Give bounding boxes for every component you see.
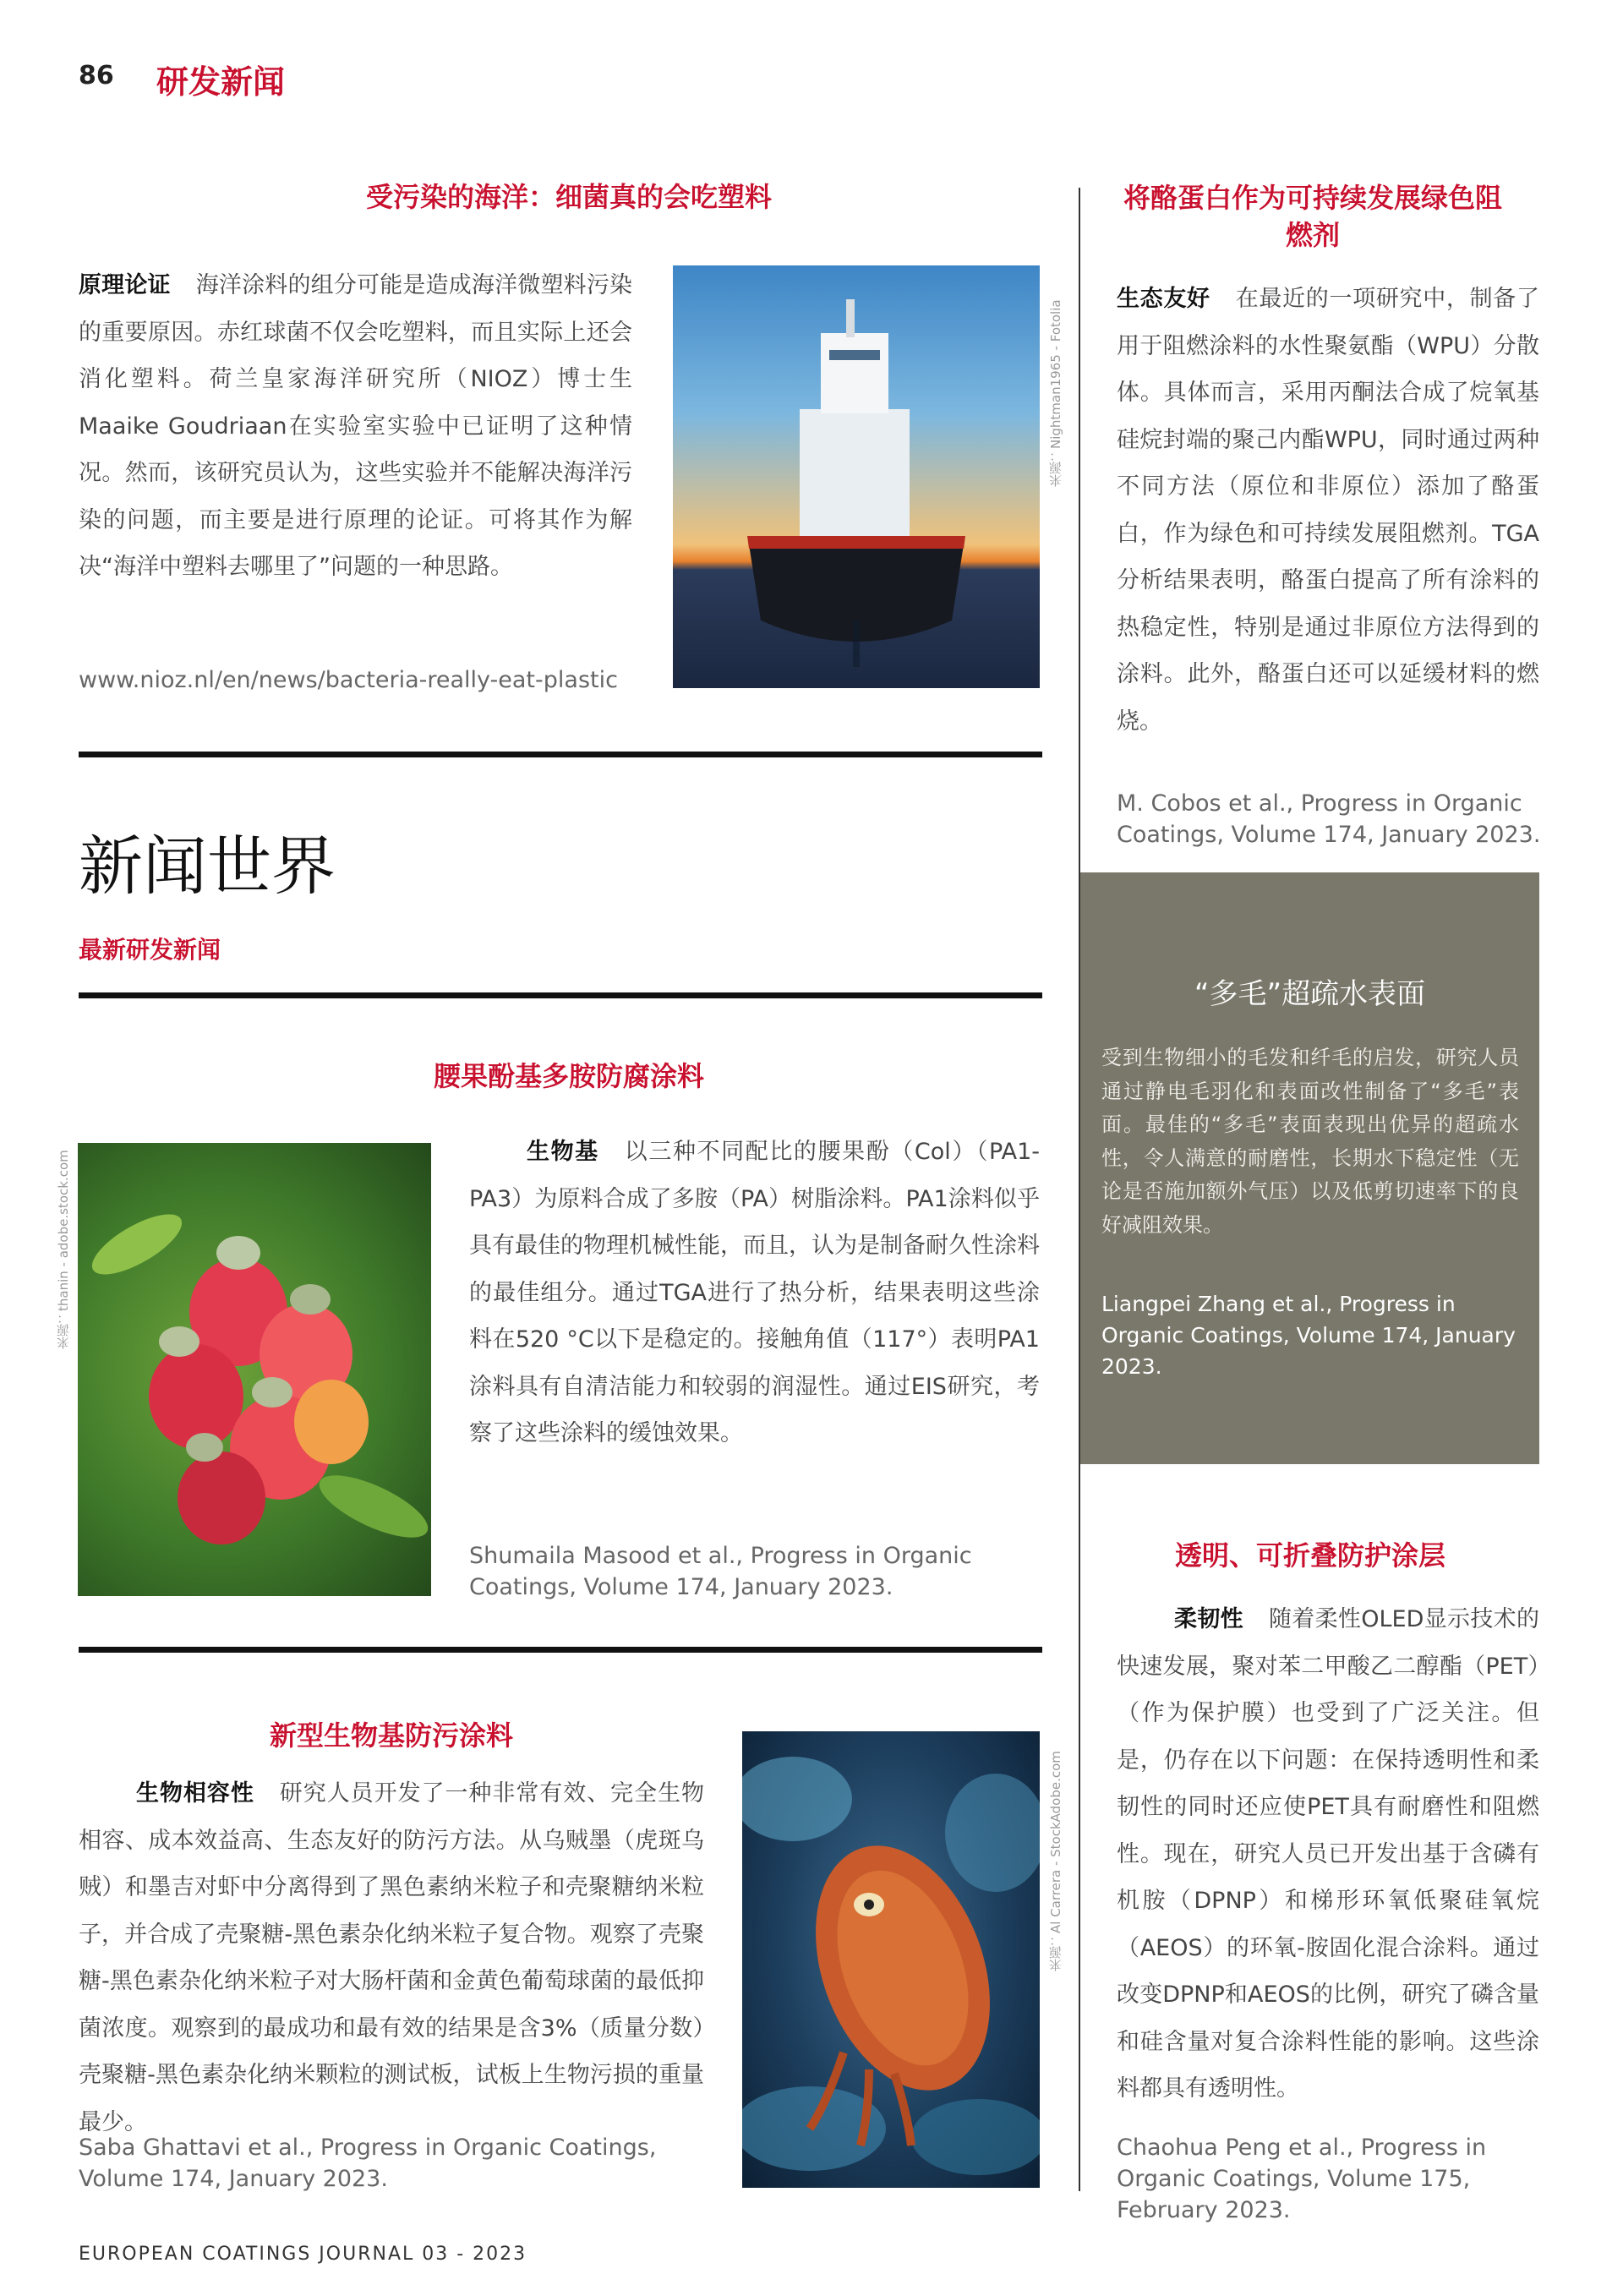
article-title-ocean: 受污染的海洋：细菌真的会吃塑料 bbox=[365, 181, 772, 213]
cashew-photo-credit: 来源：thanin - adobe.stock.com bbox=[56, 1150, 71, 1349]
footer-journal: EUROPEAN COATINGS JOURNAL 03 - 2023 bbox=[79, 2244, 527, 2265]
cashew-illustration bbox=[78, 1143, 431, 1596]
section-title: 研发新闻 bbox=[156, 63, 286, 101]
article-title-casein: 将酪蛋白作为可持续发展绿色阻燃剂 bbox=[1123, 182, 1502, 251]
article-body-antifouling bbox=[79, 1770, 704, 2146]
article-text: 以三种不同配比的腰果酚（Col）（PA1-PA3）为原料合成了多胺（PA）树脂涂料。PA1涂料似乎具有最佳的物理机械性能，而且，认为是制备耐久性涂料的最佳组分。通过TGA进行了热分析，结果表明这些涂料在520 °C以下是稳定的。接触角值（117°）表明PA1涂料具有自清洁能力和较弱的润湿性。通过EIS研究，考察了这些涂料的缓蚀效果。 bbox=[469, 1139, 1040, 1446]
article-title-antifouling: 新型生物基防污涂料 bbox=[269, 1719, 513, 1752]
section-rule bbox=[79, 752, 1042, 757]
article-reference: M. Cobos et al., Progress in Organic Coatings, Volume 174, January 2023. bbox=[1117, 790, 1541, 848]
sidebar-reference: Liangpei Zhang et al., Progress in Organic Coatings, Volume 174, January 2023. bbox=[1101, 1292, 1516, 1379]
article-title-cardanol: 腰果酚基多胺防腐涂料 bbox=[433, 1060, 704, 1092]
section-rule bbox=[79, 992, 1042, 998]
article-title-foldable: 透明、可折叠防护涂层 bbox=[1174, 1539, 1445, 1572]
cashew-photo bbox=[78, 1143, 431, 1596]
article-text: 研究人员开发了一种非常有效、完全生物相容、成本效益高、生态友好的防污方法。从乌贼墨（虎斑乌贼）和墨吉对虾中分离得到了黑色素纳米粒子和壳聚糖纳米粒子，并合成了壳聚糖-黑色素杂化纳米粒子复合物。观察了壳聚糖-黑色素杂化纳米粒子对大肠杆菌和金黄色葡萄球菌的最低抑菌浓度。观察到的最成功和最有效的结果是含3%（质量分数）壳聚糖-黑色素杂化纳米颗粒的测试板，试板上生物污损的重量最少。 bbox=[79, 1780, 705, 2135]
article-link[interactable]: www.nioz.nl/en/news/bacteria-really-eat-plastic bbox=[79, 667, 618, 693]
cuttlefish-photo bbox=[742, 1731, 1040, 2188]
article-lead: 生态友好 bbox=[1117, 286, 1210, 312]
article-reference: Saba Ghattavi et al., Progress in Organic Coatings, Volume 174, January 2023. bbox=[79, 2135, 657, 2192]
section-rule bbox=[79, 1647, 1042, 1653]
article-body-foldable bbox=[1117, 1596, 1539, 2113]
article-text: 海洋涂料的组分可能是造成海洋微塑料污染的重要原因。赤红球菌不仅会吃塑料，而且实际上还会消化塑料。荷兰皇家海洋研究所（NIOZ）博士生Maaike Goudriaan在实验室实验中已证明了这种情况。然而，该研究员认为，这些实验并不能解决海洋污染的问题，而主要是进行原理的论证。可将其作为解决“海洋中塑料去哪里了”问题的一种思路。 bbox=[79, 272, 633, 580]
page-number: 86 bbox=[79, 61, 114, 90]
article-body-ocean bbox=[79, 262, 632, 591]
article-text: 随着柔性OLED显示技术的快速发展，聚对苯二甲酸乙二醇酯（PET）（作为保护膜）也受到了广泛关注。但是，仍存在以下问题：在保持透明性和柔韧性的同时还应使PET具有耐磨性和阻燃性。现在，研究人员已开发出基于含磷有机胺（DPNP）和梯形环氧低聚硅氧烷（AEOS）的环氧-胺固化混合涂料。通过改变DPNP和AEOS的比例，研究了磷含量和硅含量对复合涂料性能的影响。这些涂料都具有透明性。 bbox=[1117, 1606, 1539, 2102]
ship-photo-credit: 来源：Nightman1965 - Fotolia bbox=[1048, 299, 1063, 487]
sidebar-title: “多毛”超疏水表面 bbox=[1194, 977, 1426, 1011]
article-body-casein bbox=[1117, 276, 1539, 745]
article-body-cardanol bbox=[469, 1129, 1040, 1457]
article-reference: Chaohua Peng et al., Progress in Organic Coatings, Volume 175, February 2023. bbox=[1117, 2135, 1487, 2223]
article-lead: 生物基 bbox=[527, 1139, 599, 1165]
article-text: 在最近的一项研究中，制备了用于阻燃涂料的水性聚氨酯（WPU）分散体。具体而言，采用丙酮法合成了烷氧基硅烷封端的聚己内酯WPU，同时通过两种不同方法（原位和非原位）添加了酪蛋白，作为绿色和可持续发展阻燃剂。TGA分析结果表明，酪蛋白提高了所有涂料的热稳定性，特别是通过非原位方法得到的涂料。此外，酪蛋白还可以延缓材料的燃烧。 bbox=[1117, 286, 1539, 735]
article-lead: 生物相容性 bbox=[136, 1780, 254, 1807]
news-world-title: 新闻世界 bbox=[79, 828, 336, 904]
article-lead: 原理论证 bbox=[79, 272, 171, 298]
ship-photo bbox=[673, 265, 1040, 688]
sidebar-body: 受到生物细小的毛发和纤毛的启发，研究人员通过静电毛羽化和表面改性制备了“多毛”表面。最佳的“多毛”表面表现出优异的超疏水性，令人满意的耐磨性，长期水下稳定性（无论是否施加额外气压）以及低剪切速率下的良好减阻效果。 bbox=[1101, 1046, 1519, 1237]
news-world-subtitle: 最新研发新闻 bbox=[79, 936, 221, 964]
ship-illustration bbox=[673, 265, 1040, 688]
cuttlefish-photo-credit: 来源：Al Carrera - StockAdobe.com bbox=[1048, 1751, 1063, 1971]
cuttlefish-illustration bbox=[742, 1731, 1040, 2188]
article-lead: 柔韧性 bbox=[1174, 1606, 1243, 1632]
article-reference: Shumaila Masood et al., Progress in Organic Coatings, Volume 174, January 2023. bbox=[469, 1543, 972, 1600]
